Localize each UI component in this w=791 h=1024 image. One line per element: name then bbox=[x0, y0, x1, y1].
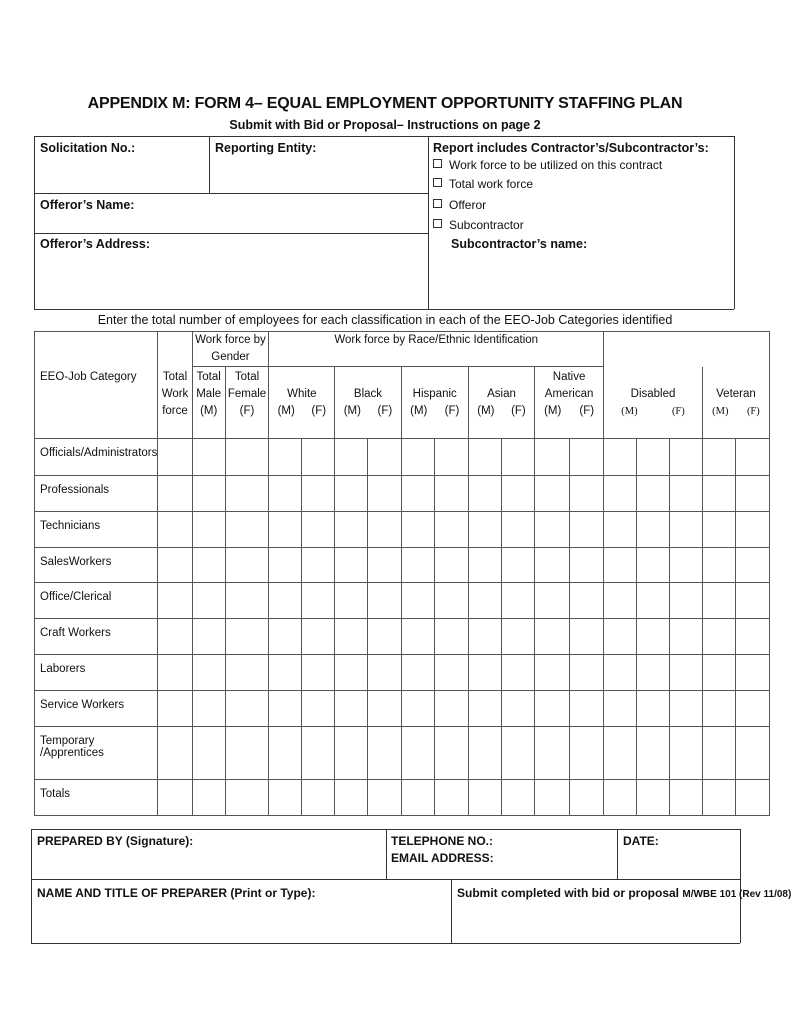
table-row bbox=[35, 476, 770, 512]
entry-cell[interactable] bbox=[435, 655, 469, 691]
option-label: Total work force bbox=[449, 177, 534, 191]
entry-cell[interactable] bbox=[269, 548, 302, 583]
entry-cell[interactable] bbox=[192, 691, 225, 727]
entry-cell[interactable] bbox=[569, 780, 604, 816]
entry-cell[interactable] bbox=[468, 548, 501, 583]
table-row bbox=[35, 548, 770, 583]
f-label: (F) bbox=[511, 405, 526, 417]
offeror-address-label: Offeror’s Address: bbox=[40, 237, 150, 251]
f-label: (F) bbox=[377, 405, 393, 417]
entry-cell[interactable] bbox=[368, 780, 401, 816]
checkbox-icon[interactable] bbox=[433, 178, 442, 187]
entry-cell[interactable] bbox=[670, 439, 703, 476]
category-cell: Temporary /Apprentices bbox=[35, 727, 158, 780]
category-cell: Service Workers bbox=[35, 691, 158, 727]
entry-cell[interactable] bbox=[637, 780, 670, 816]
entry-cell[interactable] bbox=[502, 476, 535, 512]
entry-cell[interactable] bbox=[604, 548, 637, 583]
group-race-header: Work force by Race/Ethnic Identification bbox=[269, 332, 604, 367]
report-includes-label: Report includes Contractor’s/Subcontractor’s: bbox=[433, 141, 709, 155]
entry-cell[interactable] bbox=[637, 439, 670, 476]
entry-cell[interactable] bbox=[604, 512, 637, 548]
entry-cell[interactable] bbox=[368, 512, 401, 548]
col-total-header: Total Work force bbox=[158, 367, 192, 439]
entry-cell[interactable] bbox=[736, 476, 770, 512]
entry-cell[interactable] bbox=[225, 727, 269, 780]
entry-cell[interactable] bbox=[535, 512, 570, 548]
entry-cell[interactable] bbox=[269, 512, 302, 548]
entry-cell[interactable] bbox=[569, 727, 604, 780]
entry-cell[interactable] bbox=[401, 476, 435, 512]
entry-cell[interactable] bbox=[604, 780, 637, 816]
entry-cell[interactable] bbox=[702, 476, 735, 512]
f-label: (F) bbox=[311, 405, 327, 417]
entry-cell[interactable] bbox=[335, 439, 368, 476]
entry-cell[interactable] bbox=[702, 727, 735, 780]
entry-cell[interactable] bbox=[158, 476, 192, 512]
col-label: Disabled bbox=[630, 387, 676, 400]
col-category-header: EEO-Job Category bbox=[35, 367, 158, 439]
m-label: (M) bbox=[477, 405, 495, 417]
option-label: Work force to be utilized on this contract bbox=[449, 158, 663, 172]
entry-cell[interactable] bbox=[368, 439, 401, 476]
entry-cell[interactable] bbox=[401, 583, 435, 619]
option-offeror[interactable] bbox=[433, 198, 486, 212]
entry-cell[interactable] bbox=[637, 512, 670, 548]
col-label: White bbox=[287, 388, 317, 400]
entry-cell[interactable] bbox=[435, 476, 469, 512]
entry-cell[interactable] bbox=[269, 619, 302, 655]
entry-cell[interactable] bbox=[302, 512, 335, 548]
entry-cell[interactable] bbox=[435, 512, 469, 548]
entry-cell[interactable] bbox=[225, 439, 269, 476]
reporting-entity-label: Reporting Entity: bbox=[215, 141, 317, 155]
solicitation-label: Solicitation No.: bbox=[40, 141, 136, 155]
entry-cell[interactable] bbox=[604, 476, 637, 512]
entry-cell[interactable] bbox=[435, 548, 469, 583]
category-cell: Officials/Administrators bbox=[35, 439, 158, 476]
entry-cell[interactable] bbox=[302, 655, 335, 691]
entry-cell[interactable] bbox=[637, 548, 670, 583]
entry-cell[interactable] bbox=[702, 691, 735, 727]
entry-cell[interactable] bbox=[468, 583, 501, 619]
entry-cell[interactable] bbox=[502, 780, 535, 816]
col-white-header bbox=[269, 367, 335, 439]
entry-cell[interactable] bbox=[225, 691, 269, 727]
entry-cell[interactable] bbox=[192, 439, 225, 476]
entry-cell[interactable] bbox=[569, 691, 604, 727]
option-subcontractor[interactable] bbox=[433, 218, 524, 232]
date-label: DATE: bbox=[623, 834, 659, 848]
entry-cell[interactable] bbox=[702, 439, 735, 476]
entry-cell[interactable] bbox=[702, 619, 735, 655]
table-row bbox=[35, 691, 770, 727]
entry-cell[interactable] bbox=[435, 583, 469, 619]
table-row bbox=[35, 439, 770, 476]
entry-cell[interactable] bbox=[302, 727, 335, 780]
entry-cell[interactable] bbox=[435, 619, 469, 655]
email-label: EMAIL ADDRESS: bbox=[391, 851, 494, 865]
entry-cell[interactable] bbox=[335, 691, 368, 727]
entry-cell[interactable] bbox=[702, 583, 735, 619]
entry-cell[interactable] bbox=[435, 780, 469, 816]
entry-cell[interactable] bbox=[502, 583, 535, 619]
entry-cell[interactable] bbox=[401, 619, 435, 655]
entry-cell[interactable] bbox=[335, 512, 368, 548]
entry-cell[interactable] bbox=[637, 476, 670, 512]
entry-cell[interactable] bbox=[535, 583, 570, 619]
entry-cell[interactable] bbox=[158, 619, 192, 655]
entry-cell[interactable] bbox=[670, 691, 703, 727]
entry-cell[interactable] bbox=[736, 439, 770, 476]
entry-cell[interactable] bbox=[736, 780, 770, 816]
entry-cell[interactable] bbox=[569, 619, 604, 655]
entry-cell[interactable] bbox=[335, 780, 368, 816]
entry-cell[interactable] bbox=[225, 619, 269, 655]
entry-cell[interactable] bbox=[158, 548, 192, 583]
entry-cell[interactable] bbox=[368, 583, 401, 619]
entry-cell[interactable] bbox=[736, 548, 770, 583]
entry-cell[interactable] bbox=[269, 476, 302, 512]
entry-cell[interactable] bbox=[702, 512, 735, 548]
col-black-header bbox=[335, 367, 401, 439]
entry-cell[interactable] bbox=[401, 512, 435, 548]
entry-cell[interactable] bbox=[435, 439, 469, 476]
entry-cell[interactable] bbox=[604, 439, 637, 476]
entry-cell[interactable] bbox=[225, 548, 269, 583]
entry-cell[interactable] bbox=[604, 655, 637, 691]
entry-cell[interactable] bbox=[368, 619, 401, 655]
eeo-staffing-table bbox=[34, 331, 770, 816]
entry-cell[interactable] bbox=[535, 548, 570, 583]
col-label: Veteran bbox=[716, 387, 756, 400]
entry-cell[interactable] bbox=[335, 476, 368, 512]
entry-cell[interactable] bbox=[604, 691, 637, 727]
group-gender-header: Work force by Gender bbox=[192, 332, 269, 367]
entry-cell[interactable] bbox=[335, 619, 368, 655]
entry-cell[interactable] bbox=[269, 583, 302, 619]
entry-cell[interactable] bbox=[225, 583, 269, 619]
option-workforce-contract[interactable] bbox=[433, 158, 662, 172]
blank-header-cell bbox=[35, 332, 158, 367]
col-veteran-header bbox=[702, 367, 769, 439]
entry-cell[interactable] bbox=[158, 727, 192, 780]
col-total-male-header: Total Male (M) bbox=[192, 367, 225, 439]
entry-cell[interactable] bbox=[302, 780, 335, 816]
checkbox-icon[interactable] bbox=[433, 159, 442, 168]
category-cell: Office/Clerical bbox=[35, 583, 158, 619]
entry-cell[interactable] bbox=[535, 439, 570, 476]
entry-cell[interactable] bbox=[302, 439, 335, 476]
entry-cell[interactable] bbox=[604, 583, 637, 619]
entry-cell[interactable] bbox=[535, 619, 570, 655]
table-row bbox=[35, 780, 770, 816]
f-label: (F) bbox=[444, 405, 460, 417]
entry-cell[interactable] bbox=[302, 691, 335, 727]
category-cell: Professionals bbox=[35, 476, 158, 512]
col-label: Hispanic bbox=[412, 388, 457, 400]
category-cell: Laborers bbox=[35, 655, 158, 691]
table-row bbox=[35, 727, 770, 780]
entry-cell[interactable] bbox=[269, 655, 302, 691]
entry-cell[interactable] bbox=[637, 619, 670, 655]
entry-cell[interactable] bbox=[269, 780, 302, 816]
entry-cell[interactable] bbox=[702, 780, 735, 816]
entry-cell[interactable] bbox=[158, 655, 192, 691]
table-row bbox=[35, 619, 770, 655]
entry-cell[interactable] bbox=[502, 439, 535, 476]
entry-cell[interactable] bbox=[535, 655, 570, 691]
entry-cell[interactable] bbox=[192, 727, 225, 780]
f-label: (F) bbox=[671, 405, 685, 417]
entry-cell[interactable] bbox=[670, 727, 703, 780]
category-cell: Technicians bbox=[35, 512, 158, 548]
entry-cell[interactable] bbox=[158, 583, 192, 619]
checkbox-icon[interactable] bbox=[433, 199, 442, 208]
entry-cell[interactable] bbox=[401, 727, 435, 780]
entry-cell[interactable] bbox=[158, 780, 192, 816]
category-cell: Craft Workers bbox=[35, 619, 158, 655]
entry-cell[interactable] bbox=[535, 476, 570, 512]
name-title-label: NAME AND TITLE OF PREPARER (Print or Type): bbox=[37, 886, 316, 900]
blank-header-cell bbox=[604, 332, 770, 367]
entry-cell[interactable] bbox=[670, 476, 703, 512]
offeror-name-label: Offeror’s Name: bbox=[40, 198, 135, 212]
entry-cell[interactable] bbox=[192, 619, 225, 655]
entry-cell[interactable] bbox=[401, 548, 435, 583]
form-subtitle: Submit with Bid or Proposal– Instructions on page 2 bbox=[229, 118, 541, 132]
entry-cell[interactable] bbox=[225, 780, 269, 816]
submit-note bbox=[457, 886, 791, 900]
col-asian-header bbox=[468, 367, 534, 439]
entry-cell[interactable] bbox=[736, 727, 770, 780]
prepared-by-label: PREPARED BY (Signature): bbox=[37, 834, 194, 848]
m-label: (M) bbox=[410, 405, 428, 417]
f-label: (F) bbox=[746, 405, 760, 417]
entry-cell[interactable] bbox=[736, 512, 770, 548]
entry-cell[interactable] bbox=[468, 780, 501, 816]
col-label: Native American bbox=[544, 371, 594, 400]
entry-cell[interactable] bbox=[670, 512, 703, 548]
entry-cell[interactable] bbox=[702, 548, 735, 583]
table-row bbox=[35, 512, 770, 548]
entry-cell[interactable] bbox=[192, 512, 225, 548]
entry-cell[interactable] bbox=[736, 691, 770, 727]
entry-cell[interactable] bbox=[502, 619, 535, 655]
entry-cell[interactable] bbox=[269, 439, 302, 476]
m-label: (M) bbox=[621, 405, 638, 417]
entry-cell[interactable] bbox=[569, 655, 604, 691]
entry-cell[interactable] bbox=[302, 583, 335, 619]
col-label: Asian bbox=[487, 388, 516, 400]
entry-cell[interactable] bbox=[158, 691, 192, 727]
entry-cell[interactable] bbox=[225, 512, 269, 548]
col-total-female-header: Total Female (F) bbox=[225, 367, 269, 439]
entry-cell[interactable] bbox=[535, 727, 570, 780]
m-label: (M) bbox=[544, 405, 562, 417]
entry-cell[interactable] bbox=[435, 727, 469, 780]
entry-cell[interactable] bbox=[569, 439, 604, 476]
entry-cell[interactable] bbox=[670, 583, 703, 619]
entry-cell[interactable] bbox=[368, 476, 401, 512]
entry-cell[interactable] bbox=[468, 512, 501, 548]
table-row bbox=[35, 655, 770, 691]
entry-cell[interactable] bbox=[368, 548, 401, 583]
entry-cell[interactable] bbox=[468, 439, 501, 476]
entry-cell[interactable] bbox=[302, 548, 335, 583]
entry-cell[interactable] bbox=[368, 691, 401, 727]
form-title: APPENDIX M: FORM 4– EQUAL EMPLOYMENT OPPORTUNITY STAFFING PLAN bbox=[87, 95, 683, 112]
subcontractor-name-label: Subcontractor’s name: bbox=[451, 237, 588, 251]
entry-cell[interactable] bbox=[569, 583, 604, 619]
option-label: Subcontractor bbox=[449, 218, 524, 232]
entry-cell[interactable] bbox=[269, 691, 302, 727]
entry-cell[interactable] bbox=[670, 655, 703, 691]
entry-cell[interactable] bbox=[535, 691, 570, 727]
entry-cell[interactable] bbox=[670, 548, 703, 583]
m-label: (M) bbox=[343, 405, 361, 417]
entry-cell[interactable] bbox=[468, 476, 501, 512]
entry-cell[interactable] bbox=[502, 512, 535, 548]
entry-cell[interactable] bbox=[468, 619, 501, 655]
entry-cell[interactable] bbox=[302, 619, 335, 655]
f-label: (F) bbox=[579, 405, 595, 417]
entry-cell[interactable] bbox=[569, 476, 604, 512]
entry-cell[interactable] bbox=[401, 655, 435, 691]
entry-cell[interactable] bbox=[335, 548, 368, 583]
entry-cell[interactable] bbox=[736, 619, 770, 655]
category-cell: Totals bbox=[35, 780, 158, 816]
blank-header-cell bbox=[158, 332, 192, 367]
entry-cell[interactable] bbox=[702, 655, 735, 691]
entry-cell[interactable] bbox=[569, 548, 604, 583]
m-label: (M) bbox=[277, 405, 295, 417]
entry-cell[interactable] bbox=[401, 691, 435, 727]
entry-cell[interactable] bbox=[158, 439, 192, 476]
entry-cell[interactable] bbox=[502, 548, 535, 583]
telephone-label: TELEPHONE NO.: bbox=[391, 834, 494, 848]
entry-cell[interactable] bbox=[225, 476, 269, 512]
entry-cell[interactable] bbox=[192, 583, 225, 619]
entry-cell[interactable] bbox=[670, 619, 703, 655]
entry-cell[interactable] bbox=[335, 727, 368, 780]
entry-cell[interactable] bbox=[401, 439, 435, 476]
entry-cell[interactable] bbox=[535, 780, 570, 816]
entry-cell[interactable] bbox=[502, 727, 535, 780]
entry-cell[interactable] bbox=[502, 655, 535, 691]
entry-cell[interactable] bbox=[335, 583, 368, 619]
entry-cell[interactable] bbox=[502, 691, 535, 727]
entry-cell[interactable] bbox=[269, 727, 302, 780]
entry-cell[interactable] bbox=[569, 512, 604, 548]
option-label: Offeror bbox=[449, 198, 487, 212]
entry-cell[interactable] bbox=[225, 655, 269, 691]
form-id: M/WBE 101 (Rev 11/08) bbox=[682, 889, 791, 900]
entry-cell[interactable] bbox=[401, 780, 435, 816]
submit-note-text: Submit completed with bid or proposal bbox=[457, 886, 680, 900]
col-disabled-header bbox=[604, 367, 703, 439]
col-native-header bbox=[535, 367, 604, 439]
entry-cell[interactable] bbox=[670, 780, 703, 816]
table-instruction: Enter the total number of employees for each classification in each of the EEO-Job Categories identified bbox=[97, 313, 673, 327]
entry-cell[interactable] bbox=[192, 548, 225, 583]
entry-cell[interactable] bbox=[468, 655, 501, 691]
entry-cell[interactable] bbox=[335, 655, 368, 691]
m-label: (M) bbox=[712, 405, 729, 417]
entry-cell[interactable] bbox=[604, 727, 637, 780]
col-label: Black bbox=[353, 388, 383, 400]
col-hispanic-header bbox=[401, 367, 468, 439]
entry-cell[interactable] bbox=[468, 727, 501, 780]
entry-cell[interactable] bbox=[637, 691, 670, 727]
checkbox-icon[interactable] bbox=[433, 219, 442, 228]
entry-cell[interactable] bbox=[637, 583, 670, 619]
entry-cell[interactable] bbox=[368, 727, 401, 780]
entry-cell[interactable] bbox=[192, 655, 225, 691]
entry-cell[interactable] bbox=[637, 727, 670, 780]
entry-cell[interactable] bbox=[192, 780, 225, 816]
entry-cell[interactable] bbox=[736, 583, 770, 619]
category-cell: SalesWorkers bbox=[35, 548, 158, 583]
option-total-workforce[interactable] bbox=[433, 177, 533, 191]
entry-cell[interactable] bbox=[302, 476, 335, 512]
entry-cell[interactable] bbox=[158, 512, 192, 548]
entry-cell[interactable] bbox=[192, 476, 225, 512]
entry-cell[interactable] bbox=[604, 619, 637, 655]
entry-cell[interactable] bbox=[368, 655, 401, 691]
entry-cell[interactable] bbox=[736, 655, 770, 691]
entry-cell[interactable] bbox=[435, 691, 469, 727]
table-row bbox=[35, 583, 770, 619]
entry-cell[interactable] bbox=[468, 691, 501, 727]
entry-cell[interactable] bbox=[637, 655, 670, 691]
